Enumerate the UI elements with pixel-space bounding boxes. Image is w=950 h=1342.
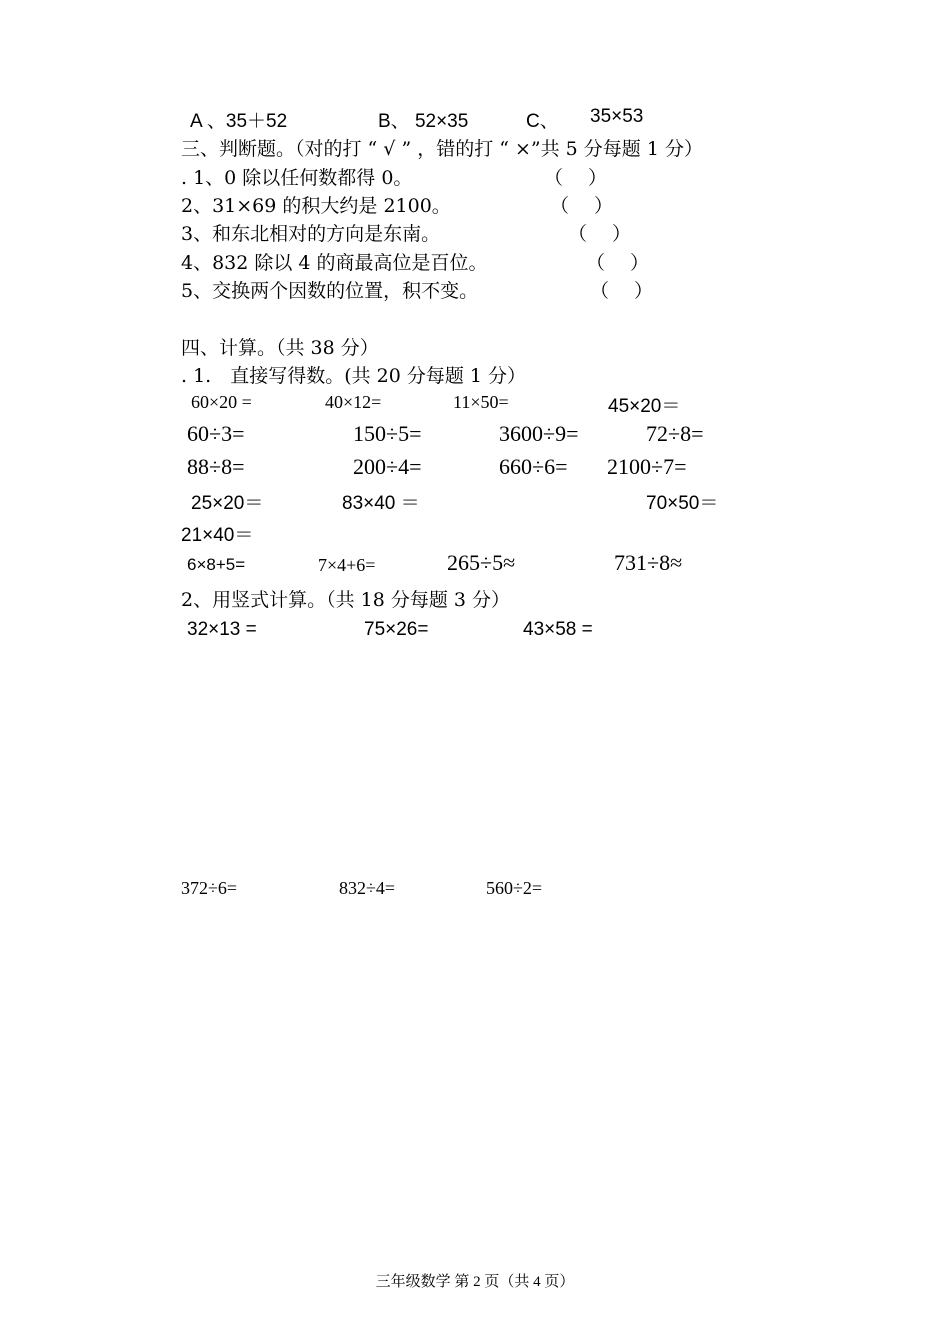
vertical-calc: 832÷4= — [339, 878, 396, 898]
choice-a: A 、35＋52 — [190, 111, 288, 132]
choice-c: C、 — [526, 111, 559, 132]
vertical-calc: 32×13 = — [187, 619, 257, 640]
judge-item-1: . 1、0 除以任何数都得 0。 — [181, 167, 413, 189]
mental-calc: 88÷8= — [187, 454, 245, 479]
judge-paren-1: （ ） — [544, 167, 608, 189]
vertical-calc: 372÷6= — [181, 878, 238, 898]
sub1-title: . 1. 直接写得数。(共 20 分每题 1 分） — [181, 365, 527, 387]
mental-calc: 60÷3= — [187, 421, 245, 446]
vertical-calc: 75×26= — [364, 619, 429, 640]
mental-calc: 70×50＝ — [646, 493, 719, 514]
vertical-calc: 560÷2= — [486, 878, 543, 898]
mental-calc: 3600÷9= — [499, 421, 579, 446]
mental-calc: 60×20 = — [191, 392, 252, 412]
judge-item-4: 4、832 除以 4 的商最高位是百位。 — [181, 252, 488, 274]
judge-item-5: 5、交换两个因数的位置，积不变。 — [181, 280, 479, 302]
mental-calc: 200÷4= — [353, 454, 422, 479]
page-footer: 三年级数学 第 2 页（共 4 页） — [375, 1274, 575, 1290]
mental-calc: 45×20＝ — [608, 396, 681, 417]
mental-calc: 11×50= — [453, 392, 509, 412]
judge-paren-5: （ ） — [590, 280, 654, 302]
mental-calc: 731÷8≈ — [614, 550, 683, 575]
judge-paren-3: （ ） — [568, 223, 632, 245]
mental-calc: 40×12= — [325, 392, 382, 412]
choice-c-value: 35×53 — [590, 106, 644, 127]
mental-calc: 25×20＝ — [191, 493, 264, 514]
judge-paren-4: （ ） — [586, 252, 650, 274]
mental-calc: 83×40 ＝ — [342, 493, 420, 514]
mental-calc: 150÷5= — [353, 421, 422, 446]
mental-calc: 2100÷7= — [607, 454, 687, 479]
mental-calc: 265÷5≈ — [447, 550, 516, 575]
judge-paren-2: （ ） — [550, 195, 614, 217]
judge-item-2: 2、31×69 的积大约是 2100。 — [181, 195, 451, 217]
mental-calc: 21×40＝ — [181, 525, 254, 546]
section3-title: 三、判断题。（对的打 “ √ ” ，错的打 “ ×”共 5 分每题 1 分） — [181, 138, 703, 160]
mental-calc: 72÷8= — [646, 421, 704, 446]
mental-calc: 7×4+6= — [318, 555, 376, 575]
vertical-calc: 43×58 = — [523, 619, 593, 640]
judge-item-3: 3、和东北相对的方向是东南。 — [181, 223, 441, 245]
mental-calc: 6×8+5= — [187, 555, 246, 574]
section4-title: 四、计算。（共 38 分） — [181, 337, 379, 359]
mental-calc: 660÷6= — [499, 454, 568, 479]
choice-b: B、 52×35 — [378, 111, 469, 132]
sub2-title: 2、用竖式计算。（共 18 分每题 3 分） — [181, 589, 511, 611]
